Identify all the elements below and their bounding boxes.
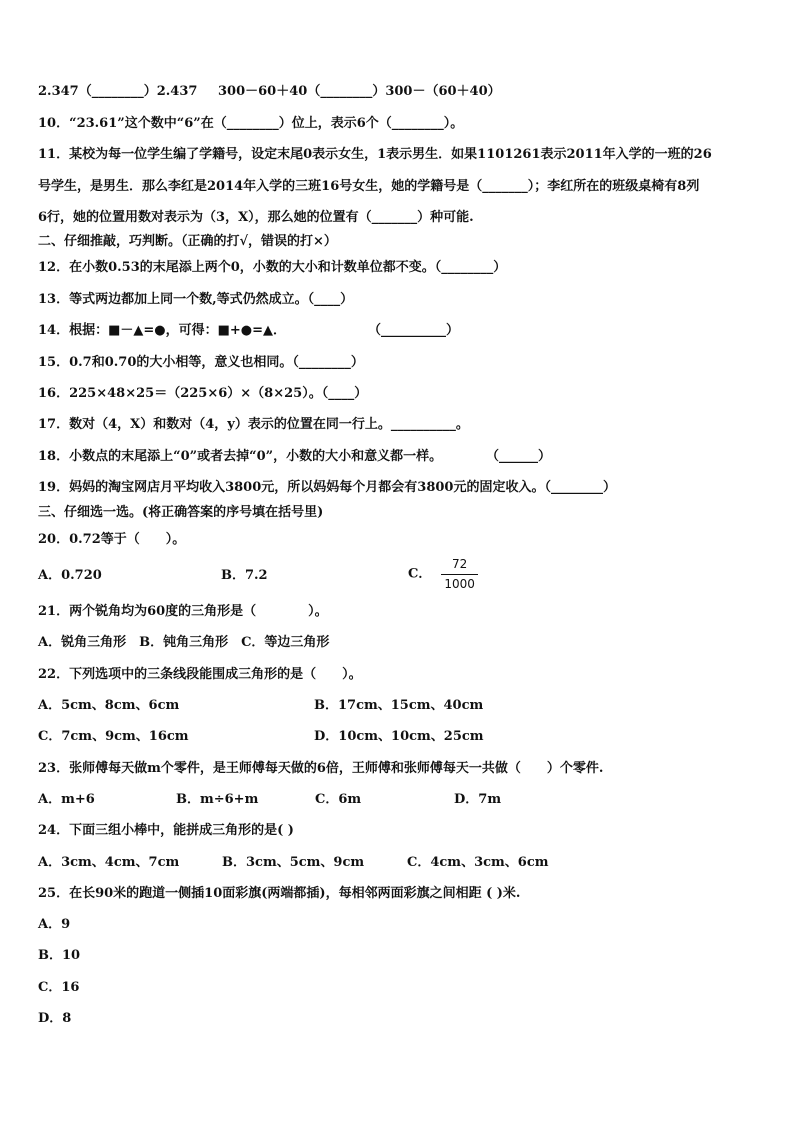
q22-option-c: C．7cm、9cm、16cm [38,729,189,744]
q20-option-c-label: C． [408,566,432,582]
q22-option-b: B．17cm、15cm、40cm [314,698,484,713]
q23-option-a: A．m+6 [38,792,95,807]
q20-option-c-fraction [441,556,478,592]
q23-option-b: B．m÷6+m [176,792,259,807]
question-25: 25．在长90米的跑道一侧插10面彩旗(两端都插)，每相邻两面彩旗之间相距 ( )米. [38,886,521,901]
q18-answer-blank: （______） [486,449,552,464]
question-15: 15．0.7和0.70的大小相等，意义也相同。（________） [38,355,364,370]
question-11-line-2: 号学生，是男生．那么李红是2014年入学的三班16号女生，她的学籍号是（_______）；李红所在的班级桌椅有8列 [38,179,700,194]
question-21: 21．两个锐角均为60度的三角形是（ ）。 [38,604,328,619]
q23-option-c: C．6m [315,792,362,807]
section-2-heading: 二、仔细推敲，巧判断。（正确的打√，错误的打×） [38,234,337,249]
question-9-line [38,84,764,100]
q18-text: 18．小数点的末尾添上“0”或者去掉“0”，小数的大小和意义都一样。 [38,449,443,464]
question-24: 24．下面三组小棒中，能拼成三角形的是( ) [38,823,294,838]
question-20: 20．0.72等于（ ）。 [38,532,186,547]
q22-option-d: D．10cm、10cm、25cm [314,729,484,744]
q14-answer-blank: （__________） [368,323,460,338]
q25-option-c: C．16 [38,980,80,995]
question-10: 10．“23.61”这个数中“6”在（________）位上，表示6个（________）。 [38,116,464,131]
fraction-denominator: 1000 [444,577,475,591]
question-12: 12．在小数0.53的末尾添上两个0，小数的大小和计数单位都不变。（________） [38,260,507,275]
question-18-line [38,449,764,465]
fraction-bar [441,574,478,575]
fraction-numerator: 72 [451,557,468,571]
q25-option-a: A．9 [38,917,71,932]
q23-option-d: D．7m [454,792,502,807]
question-22: 22．下列选项中的三条线段能围成三角形的是（ ）。 [38,667,362,682]
question-14-line [38,323,764,339]
q14-text: 14．根据：■－▲=●，可得：■+●=▲． [38,323,287,338]
q20-option-b: B．7.2 [221,568,268,583]
q24-option-c: C．4cm、3cm、6cm [407,855,549,870]
question-19: 19．妈妈的淘宝网店月平均收入3800元，所以妈妈每个月都会有3800元的固定收入。（________） [38,480,616,495]
question-21-options: A．锐角三角形 B．钝角三角形 C．等边三角形 [38,635,330,650]
q22-option-a: A．5cm、8cm、6cm [38,698,180,713]
question-11-line-1: 11．某校为每一位学生编了学籍号，设定末尾0表示女生，1表示男生．如果1101261表示2011年入学的一班的26 [38,147,712,162]
q25-option-b: B．10 [38,948,81,963]
question-23: 23．张师傅每天做m个零件，是王师傅每天做的6倍，王师傅和张师傅每天一共做（ ）个零件. [38,761,604,776]
q24-option-b: B．3cm、5cm、9cm [222,855,365,870]
q20-option-c [408,556,478,592]
q9-part-b: 300－60＋40（________）300－（60＋40） [218,84,501,99]
question-16: 16．225×48×25＝（225×6）×（8×25）。（____） [38,386,368,401]
q24-option-a: A．3cm、4cm、7cm [38,855,180,870]
section-3-heading: 三、仔细选一选。(将正确答案的序号填在括号里) [38,505,324,520]
question-17: 17．数对（4，X）和数对（4，y）表示的位置在同一行上。__________。 [38,417,469,432]
q25-option-d: D．8 [38,1011,72,1026]
q20-option-a: A．0.720 [38,568,102,583]
question-11-line-3: 6行，她的位置用数对表示为（3，X），那么她的位置有（_______）种可能. [38,210,474,225]
q9-part-a: 2.347（________）2.437 [38,84,198,99]
question-13: 13．等式两边都加上同一个数,等式仍然成立。（____） [38,292,354,307]
